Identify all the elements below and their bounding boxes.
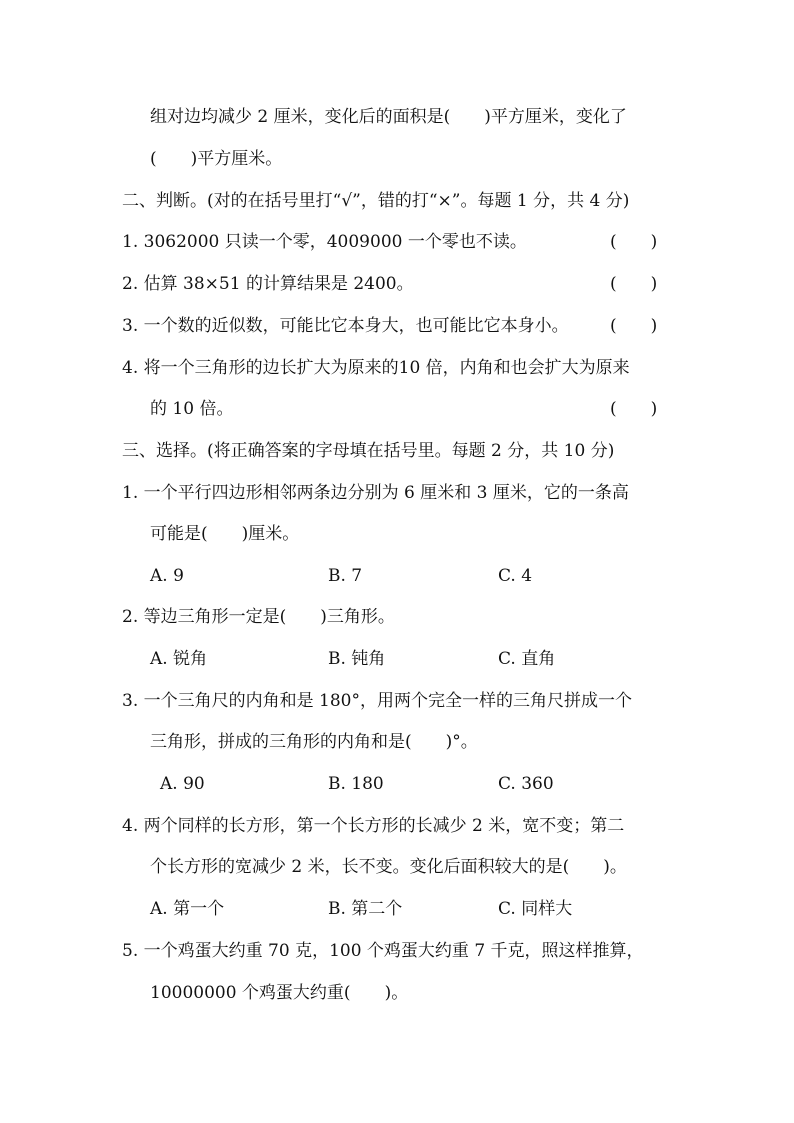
judge-answer-4[interactable]: ( ) xyxy=(610,399,658,419)
choice-q1-option-c[interactable]: C. 4 xyxy=(498,566,533,586)
section-3-heading: 三、选择。(将正确答案的字母填在括号里。每题 2 分，共 10 分) xyxy=(122,441,615,461)
choice-q5-line-1: 5. 一个鸡蛋大约重 70 克，100 个鸡蛋大约重 7 千克，照这样推算， xyxy=(122,941,644,961)
choice-q4-option-b[interactable]: B. 第二个 xyxy=(328,899,403,919)
choice-q3-option-a[interactable]: A. 90 xyxy=(160,774,205,794)
choice-q4-option-c[interactable]: C. 同样大 xyxy=(498,899,573,919)
choice-q1-option-a[interactable]: A. 9 xyxy=(150,566,184,586)
choice-q1-line-2: 可能是( )厘米。 xyxy=(150,524,300,544)
choice-q3-line-1: 3. 一个三角尺的内角和是 180°，用两个完全一样的三角尺拼成一个 xyxy=(122,691,632,711)
choice-q3-option-c[interactable]: C. 360 xyxy=(498,774,554,794)
choice-q1-line-1: 1. 一个平行四边形相邻两条边分别为 6 厘米和 3 厘米，它的一条高 xyxy=(122,483,629,503)
choice-q1-option-b[interactable]: B. 7 xyxy=(328,566,363,586)
choice-q2-option-b[interactable]: B. 钝角 xyxy=(328,649,386,669)
choice-q2-line-1: 2. 等边三角形一定是( )三角形。 xyxy=(122,607,395,627)
judge-item-4-cont: 的 10 倍。 xyxy=(150,399,234,419)
continuation-line-2: ( )平方厘米。 xyxy=(150,149,283,169)
choice-q4-line-2: 个长方形的宽减少 2 米，长不变。变化后面积较大的是( )。 xyxy=(150,857,627,877)
judge-item-1: 1. 3062000 只读一个零，4009000 一个零也不读。 xyxy=(122,232,527,252)
judge-answer-2[interactable]: ( ) xyxy=(610,274,658,294)
section-2-heading: 二、判断。(对的在括号里打“√”，错的打“×”。每题 1 分，共 4 分) xyxy=(122,191,630,211)
choice-q3-line-2: 三角形，拼成的三角形的内角和是( )°。 xyxy=(150,732,478,752)
choice-q4-line-1: 4. 两个同样的长方形，第一个长方形的长减少 2 米，宽不变；第二 xyxy=(122,816,625,836)
continuation-line-1: 组对边均减少 2 厘米，变化后的面积是( )平方厘米，变化了 xyxy=(150,107,627,127)
judge-item-3: 3. 一个数的近似数，可能比它本身大，也可能比它本身小。 xyxy=(122,316,569,336)
choice-q2-option-a[interactable]: A. 锐角 xyxy=(150,649,208,669)
choice-q3-option-b[interactable]: B. 180 xyxy=(328,774,384,794)
choice-q2-option-c[interactable]: C. 直角 xyxy=(498,649,556,669)
judge-answer-3[interactable]: ( ) xyxy=(610,316,658,336)
judge-answer-1[interactable]: ( ) xyxy=(610,232,658,252)
judge-item-2: 2. 估算 38×51 的计算结果是 2400。 xyxy=(122,274,414,294)
choice-q5-line-2: 10000000 个鸡蛋大约重( )。 xyxy=(150,983,409,1003)
choice-q4-option-a[interactable]: A. 第一个 xyxy=(150,899,225,919)
judge-item-4: 4. 将一个三角形的边长扩大为原来的10 倍，内角和也会扩大为原来 xyxy=(122,358,630,378)
